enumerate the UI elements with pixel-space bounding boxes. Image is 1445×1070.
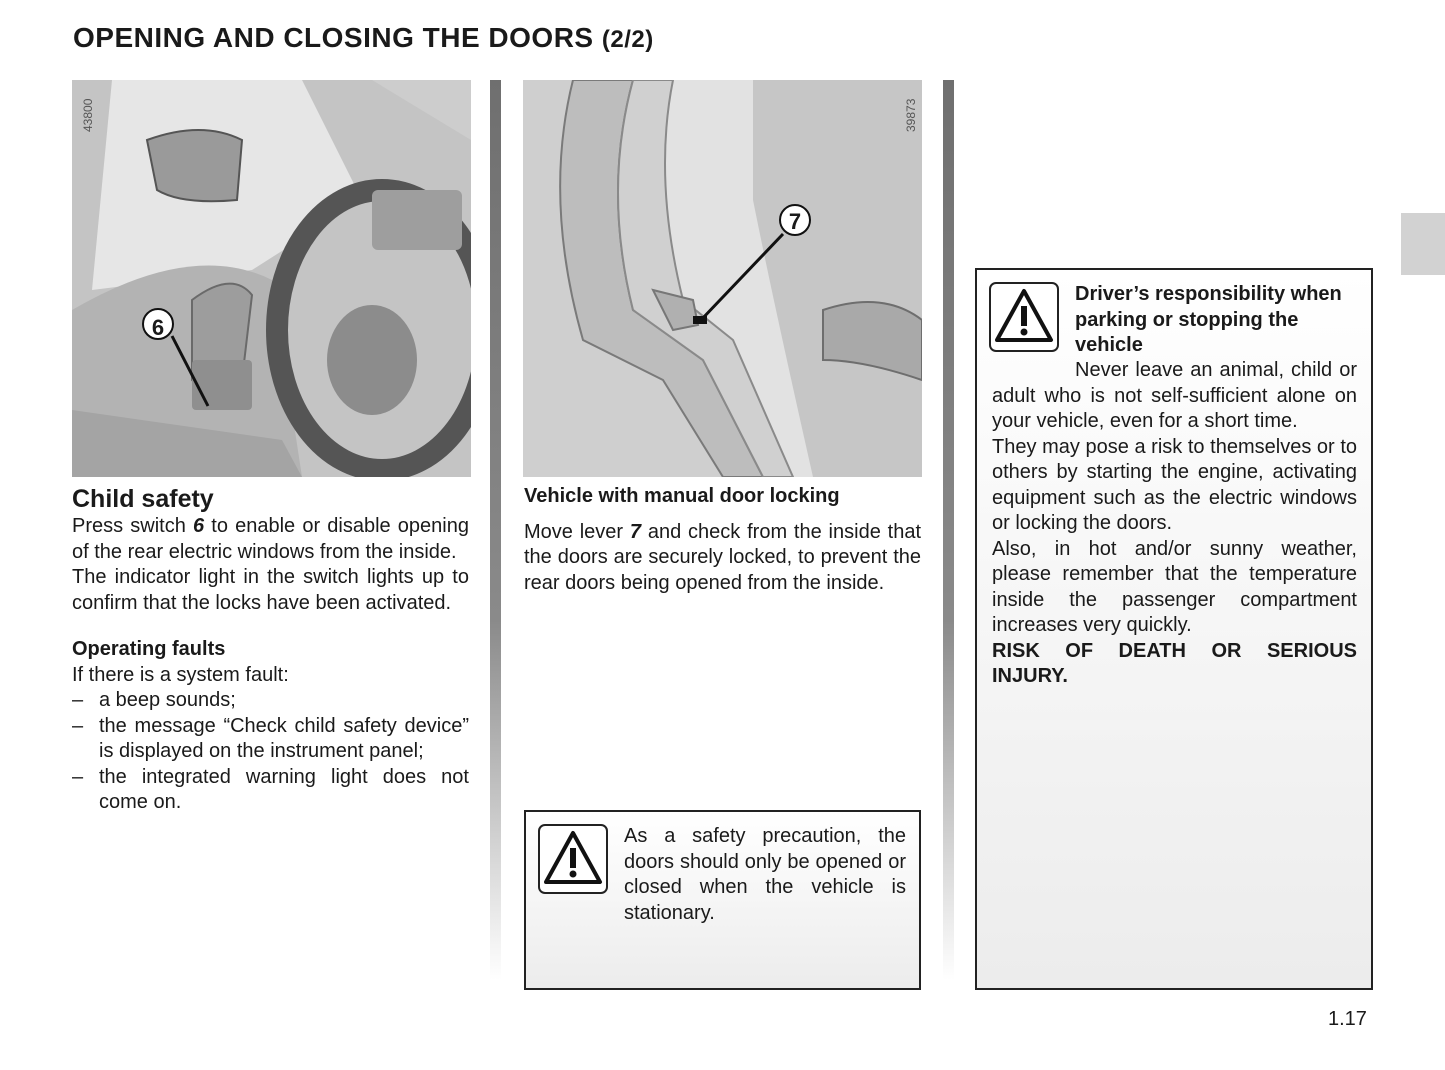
figure-ref-middle: 39873 — [904, 98, 918, 132]
warning-driver-paragraph-1: Never leave an animal, child or adult who is not self-sufficient alone on your vehicle, even for a short time. — [992, 359, 1357, 432]
callout-6: 6 — [151, 315, 165, 340]
child-safety-heading: Child safety — [72, 485, 214, 513]
warning-driver-heading: Driver’s responsibility when parking or stopping the vehicle — [1075, 283, 1342, 356]
page-title — [73, 22, 654, 54]
warning-box-driver-responsibility — [975, 268, 1373, 990]
manual-locking-section — [524, 484, 921, 596]
warning-box-safety — [524, 810, 921, 990]
list-item: – the message “Check child safety device” is displayed on the instrument panel; — [72, 714, 469, 765]
page-number: 1.17 — [1328, 1008, 1367, 1030]
operating-faults-heading: Operating faults — [72, 638, 226, 660]
door-frame-illustration — [523, 80, 922, 477]
child-safety-section — [72, 484, 469, 816]
callout-7: 7 — [788, 209, 802, 234]
child-safety-paragraph-2: The indicator light in the switch lights up to confirm that the locks have been activated. — [72, 566, 469, 614]
warning-triangle-icon — [538, 824, 608, 894]
warning-driver-paragraph-4: RISK OF DEATH OR SERIOUS INJURY. — [992, 639, 1357, 687]
list-item: – the integrated warning light does not come on. — [72, 765, 469, 816]
lever-number: 7 — [629, 520, 642, 543]
warning-triangle-icon — [989, 282, 1059, 352]
title-part: (2/2) — [601, 26, 654, 53]
figure-door-lever — [523, 80, 922, 477]
operating-faults-list — [72, 688, 469, 816]
warning-driver-paragraph-2: They may pose a risk to themselves or to others by starting the engine, activating equipment such as the electric windows or locking the doors. — [992, 435, 1357, 534]
p1-before: Press switch — [72, 515, 193, 537]
column-separator-2 — [943, 80, 954, 980]
figure-child-safety-switch — [72, 80, 471, 477]
column-separator-1 — [490, 80, 501, 980]
switch-number: 6 — [193, 515, 205, 537]
title-text: OPENING AND CLOSING THE DOORS — [73, 22, 594, 53]
p1-after: to enable or disable opening of the rear electric windows from the inside. — [72, 515, 469, 563]
warning-driver-paragraph-3: Also, in hot and/or sunny weather, please remember that the temperature inside the passenger compartment increases very quickly. — [992, 537, 1357, 636]
section-tab — [1401, 213, 1445, 275]
list-item: – a beep sounds; — [72, 688, 469, 714]
manual-locking-heading: Vehicle with manual door locking — [524, 485, 840, 507]
lever-after: and check from the inside that the doors are securely locked, to prevent the rear doors being opened from the inside. — [524, 520, 921, 594]
figure-ref-left: 43800 — [81, 98, 95, 132]
warning-safety-text: As a safety precaution, the doors should only be opened or closed when the vehicle is stationary. — [624, 825, 906, 924]
manual-locking-paragraph — [524, 520, 921, 597]
dashboard-illustration — [72, 80, 471, 477]
operating-faults-intro: If there is a system fault: — [72, 663, 289, 686]
child-safety-paragraph-1 — [72, 514, 469, 565]
lever-before: Move lever — [524, 520, 630, 543]
